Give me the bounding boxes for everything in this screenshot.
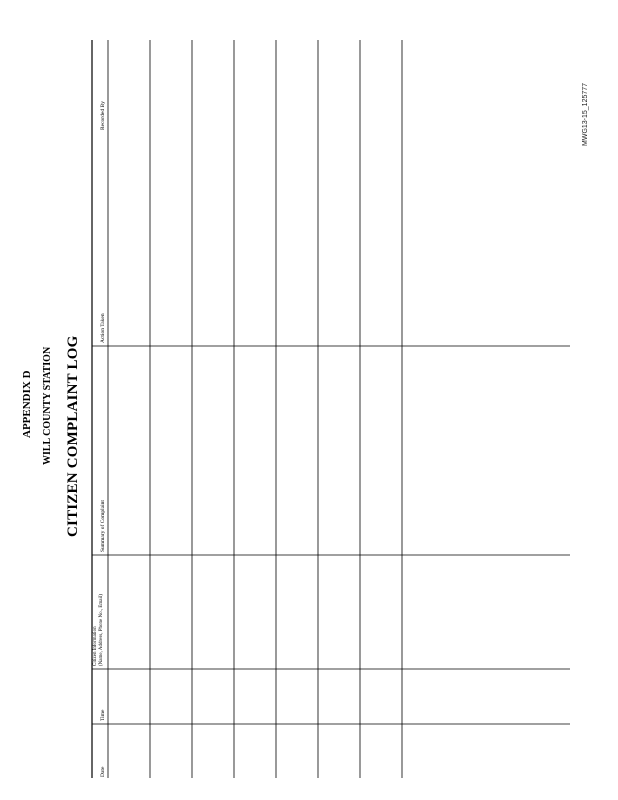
station-name: WILL COUNTY STATION <box>42 346 53 465</box>
column-header-action-taken: Action Taken <box>100 313 106 343</box>
column-header-time: Time <box>100 709 106 721</box>
column-header-recorded-by: Recorded By <box>100 101 106 130</box>
log-title: CITIZEN COMPLAINT LOG <box>65 335 81 537</box>
document-id: MWG13-15_125777 <box>582 82 589 146</box>
column-header-date: Date <box>100 766 106 777</box>
column-header-summary: Summary of Complaint <box>100 500 106 552</box>
column-header-citizen-information: Citizen Information (Name, Address, Phone No., Email) <box>93 594 104 666</box>
appendix-label: APPENDIX D <box>21 370 33 438</box>
